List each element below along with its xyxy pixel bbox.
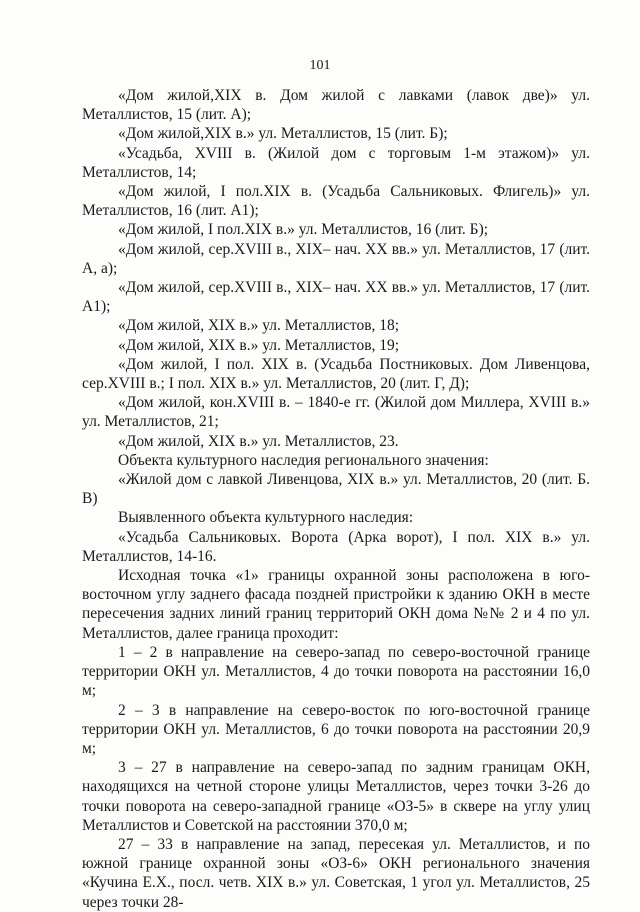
list-item-object: «Жилой дом с лавкой Ливенцова, XIX в.» ул. Металлистов, 20 (лит. Б. В) <box>82 471 590 508</box>
list-item-object: «Дом жилой,XIX в.» ул. Металлистов, 15 (лит. Б); <box>118 125 448 143</box>
list-item-object: «Дом жилой, сер.XVIII в., XIX– нач. XX вв.» ул. Металлистов, 17 (лит. А, а); <box>82 240 590 277</box>
boundary-segment: 3 – 27 в направление на северо-запад по задним границам ОКН, находящихся на четной стороне улицы Металлистов, через точки 3-26 до точки поворота на северо-западной границе «ОЗ-5» в сквере на углу улиц Металлистов и Советской на расстоянии 370,0 м; <box>82 759 590 834</box>
list-item-object: «Дом жилой, кон.XVIII в. – 1840-е гг. (Жилой дом Миллера, XVIII в.» ул. Металлистов, 21; <box>82 394 590 431</box>
list-item-object: «Дом жилой, XIX в.» ул. Металлистов, 19; <box>118 336 400 354</box>
page-number: 101 <box>309 58 331 73</box>
document-body <box>82 86 590 912</box>
list-item-object: «Усадьба, XVIII в. (Жилой дом с торговым 1-м этажом)» ул. Металлистов, 14; <box>82 144 590 181</box>
boundary-segment: 2 – 3 в направление на северо-восток по юго-восточной границе территории ОКН ул. Металлистов, 6 до точки поворота на расстоянии 20,9 м; <box>82 701 590 757</box>
section-heading-regional: Объекта культурного наследия регионального значения: <box>118 451 489 469</box>
list-item-object: «Дом жилой, I пол. XIX в. (Усадьба Постниковых. Дом Ливенцова, сер.XVIII в.; I пол. XIX в.» ул. Металлистов, 20 (лит. Г, Д); <box>82 355 590 393</box>
list-item-object: «Усадьба Сальниковых. Ворота (Арка ворот), I пол. XIX в.» ул. Металлистов, 14-16. <box>82 528 590 565</box>
list-item-object: «Дом жилой, I пол.XIX в. (Усадьба Сальниковых. Флигель)» ул. Металлистов, 16 (лит. А1); <box>82 183 590 220</box>
boundary-segment: 27 – 33 в направление на запад, пересекая ул. Металлистов, и по южной границе охранной зоны «ОЗ-6» ОКН регионального значения «Кучина Е.Х., посл. четв. XIX в.» ул. Советская, 1 угол ул. Металлистов, 25 через точки 28- <box>82 835 590 911</box>
list-item-object: «Дом жилой, сер.XVIII в., XIX– нач. XX вв.» ул. Металлистов, 17 (лит. А1); <box>82 279 590 316</box>
list-item-object: «Дом жилой, I пол.XIX в.» ул. Металлистов, 16 (лит. Б); <box>118 221 489 239</box>
list-item-object: «Дом жилой, XIX в.» ул. Металлистов, 23. <box>118 432 399 450</box>
boundary-segment: 1 – 2 в направление на северо-запад по северо-восточной границе территории ОКН ул. Металлистов, 4 до точки поворота на расстоянии 16,0 м; <box>82 643 590 700</box>
section-heading-identified: Выявленного объекта культурного наследия: <box>118 509 414 527</box>
boundary-description: Исходная точка «1» границы охранной зоны расположена в юго-восточном углу заднего фасада поздней пристройки к зданию ОКН в месте пересечения задних линий границ территорий ОКН дома №№ 2 и 4 по ул. Металлистов, далее граница проходит: <box>82 567 590 642</box>
list-item-object: «Дом жилой,XIX в. Дом жилой с лавками (лавок две)» ул. Металлистов, 15 (лит. А); <box>82 87 590 124</box>
list-item-object: «Дом жилой, XIX в.» ул. Металлистов, 18; <box>118 317 400 335</box>
